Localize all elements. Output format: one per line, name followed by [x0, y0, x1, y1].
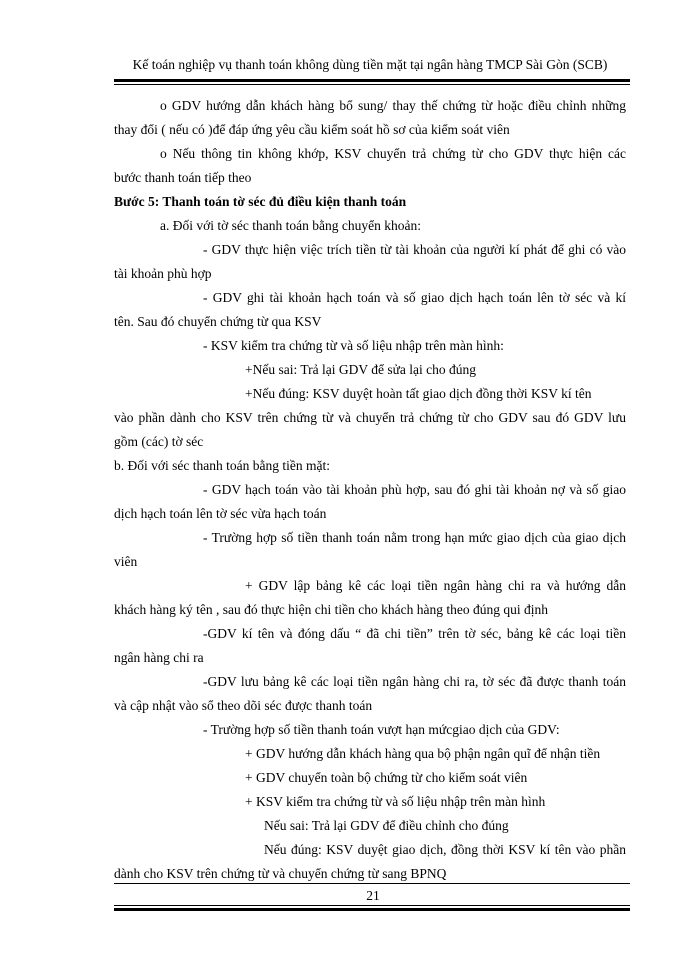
text-line: - Trường hợp số tiền thanh toán nằm trong hạn mức giao dịch của giao dịch	[203, 530, 626, 545]
text-line: o GDV hướng dẫn khách hàng bổ sung/ thay thế chứng từ hoặc điều chỉnh những	[160, 98, 626, 113]
text-line: -GDV lưu bảng kê các loại tiền ngân hàng chi ra, tờ séc đã được thanh toán	[203, 674, 626, 689]
text-line: - GDV ghi tài khoản hạch toán và số giao dịch hạch toán lên tờ séc và kí	[203, 290, 626, 305]
page-number: 21	[366, 888, 380, 903]
text-line: ngân hàng chi ra	[114, 650, 204, 665]
text-line: viên	[114, 554, 138, 569]
text-line: khách hàng ký tên , sau đó thực hiện chi tiền cho khách hàng theo đúng qui định	[114, 602, 548, 617]
text-line: + KSV kiểm tra chứng từ và số liệu nhập trên màn hình	[245, 794, 546, 809]
text-line: + GDV hướng dẫn khách hàng qua bộ phận ngân quĩ để nhận tiền	[245, 746, 601, 761]
footer-rule-top	[114, 883, 630, 884]
text-line: và cập nhật vào sổ theo dõi séc được thanh toán	[114, 698, 373, 713]
text-line: tài khoản phù hợp	[114, 266, 212, 281]
header-rule-thick	[114, 79, 630, 82]
text-line: - Trường hợp số tiền thanh toán vượt hạn mứcgiao dịch của GDV:	[203, 722, 560, 737]
section-heading: Bước 5: Thanh toán tờ séc đủ điều kiện thanh toán	[114, 194, 407, 209]
text-line: vào phần dành cho KSV trên chứng từ và chuyển trả chứng từ cho GDV sau đó GDV lưu	[114, 410, 626, 425]
header-rule-thin	[114, 84, 630, 85]
text-line: - GDV thực hiện việc trích tiền từ tài khoản của người kí phát để ghi có vào	[203, 242, 626, 257]
running-header: Kế toán nghiệp vụ thanh toán không dùng tiền mặt tại ngân hàng TMCP Sài Gòn (SCB)	[132, 57, 608, 72]
text-line: - GDV hạch toán vào tài khoản phù hợp, sau đó ghi tài khoản nợ và số giao	[203, 482, 626, 497]
text-line: o Nếu thông tin không khớp, KSV chuyển trả chứng từ cho GDV thực hiện các	[160, 146, 626, 161]
text-line: Nếu đúng: KSV duyệt giao dịch, đồng thời KSV kí tên vào phần	[264, 842, 626, 857]
text-line: Nếu sai: Trả lại GDV để điều chỉnh cho đúng	[264, 818, 509, 833]
text-line: + GDV chuyển toàn bộ chứng từ cho kiểm soát viên	[245, 770, 528, 785]
footer-rule-thick	[114, 908, 630, 911]
text-line: thay đổi ( nếu có )để đáp ứng yêu cầu kiểm soát hồ sơ của kiểm soát viên	[114, 122, 510, 137]
text-line: b. Đối với séc thanh toán bằng tiền mặt:	[114, 458, 330, 473]
footer-rule-thin	[114, 905, 630, 906]
text-line: tên. Sau đó chuyển chứng từ qua KSV	[114, 314, 322, 329]
text-line: +Nếu sai: Trả lại GDV để sửa lại cho đúng	[245, 362, 477, 377]
text-line: - KSV kiểm tra chứng từ và số liệu nhập trên màn hình:	[203, 338, 504, 353]
text-line: bước thanh toán tiếp theo	[114, 170, 252, 185]
text-line: + GDV lập bảng kê các loại tiền ngân hàng chi ra và hướng dẫn	[245, 578, 626, 593]
text-line: -GDV kí tên và đóng dấu “ đã chi tiền” trên tờ séc, bảng kê các loại tiền	[203, 626, 626, 641]
text-line: gồm (các) tờ séc	[114, 434, 204, 449]
text-line: a. Đối với tờ séc thanh toán bằng chuyển khoản:	[160, 218, 421, 233]
text-line: dịch hạch toán lên tờ séc vừa hạch toán	[114, 506, 327, 521]
text-line: dành cho KSV trên chứng từ và chuyển chứng từ sang BPNQ	[114, 866, 447, 881]
text-line: +Nếu đúng: KSV duyệt hoàn tất giao dịch đồng thời KSV kí tên	[245, 386, 592, 401]
